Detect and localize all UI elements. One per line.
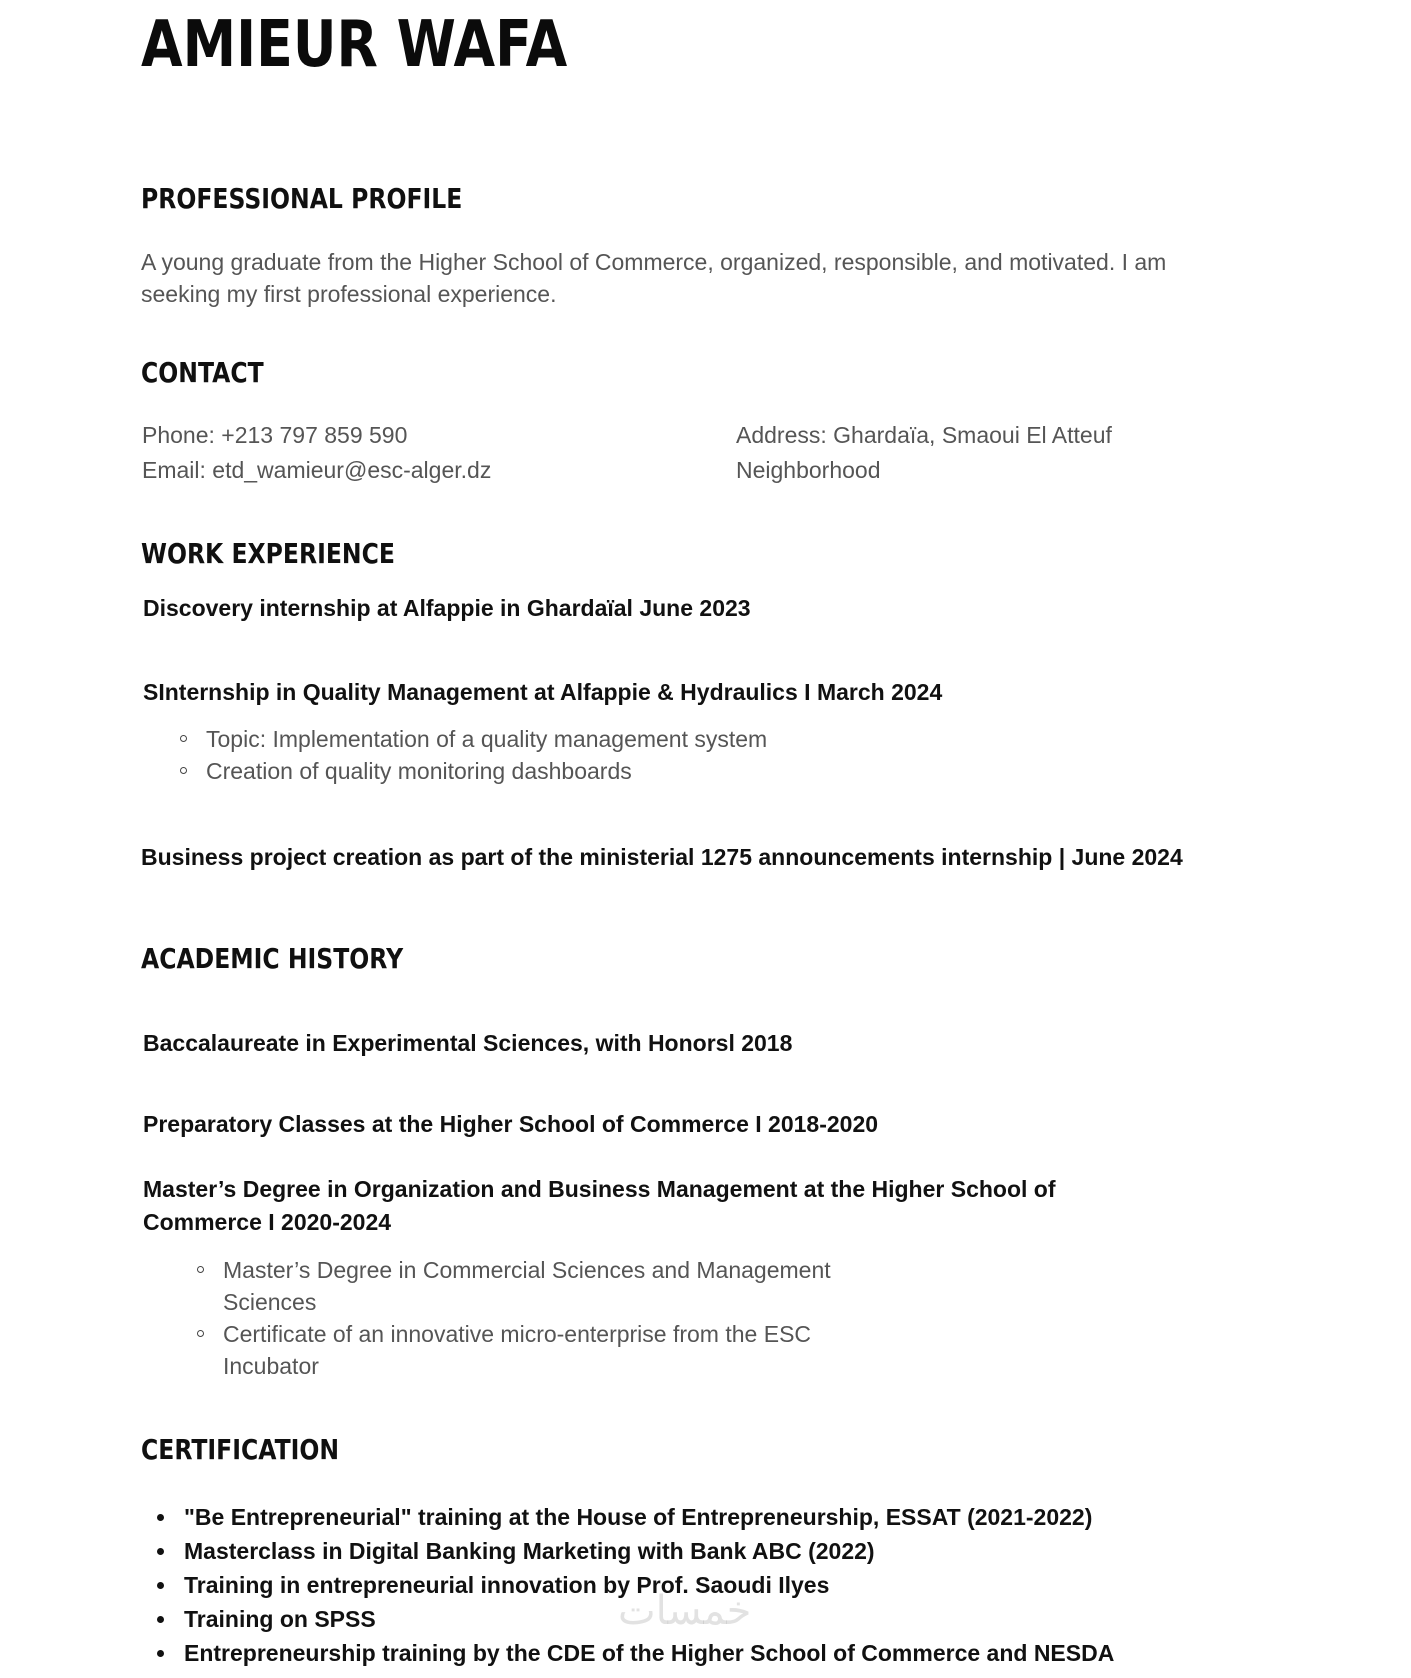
- profile-line-1: A young graduate from the Higher School of Commerce, organized, responsible, and motivated. I am: [141, 249, 1167, 275]
- bullet-icon: [157, 1514, 164, 1521]
- list-item: [206, 723, 767, 755]
- cert-text: "Be Entrepreneurial" training at the House of Entrepreneurship, ESSAT (2021-2022): [184, 1504, 1093, 1530]
- list-item: [223, 1318, 831, 1382]
- academic-master-details: [223, 1254, 831, 1382]
- master-line-1: Master’s Degree in Organization and Business Management at the Higher School of: [143, 1176, 1056, 1202]
- academic-entry-prep: Preparatory Classes at the Higher School of Commerce I 2018-2020: [143, 1111, 879, 1137]
- detail-text-cont: Sciences: [223, 1289, 317, 1315]
- circle-bullet-icon: [197, 1266, 204, 1273]
- circle-bullet-icon: [197, 1330, 204, 1337]
- academic-entry-master: [143, 1173, 1056, 1239]
- circle-bullet-icon: [180, 767, 187, 774]
- contact-address: Address: Ghardaïa, Smaoui El Atteuf: [736, 422, 1112, 448]
- master-line-2: Commerce I 2020-2024: [143, 1209, 392, 1235]
- bullet-icon: [157, 1548, 164, 1555]
- cert-text: Masterclass in Digital Banking Marketing with Bank ABC (2022): [184, 1538, 875, 1564]
- profile-heading: PROFESSIONAL PROFILE: [141, 182, 463, 215]
- profile-line-2: seeking my first professional experience.: [141, 281, 557, 307]
- cert-text: Training in entrepreneurial innovation by Prof. Saoudi Ilyes: [184, 1572, 830, 1598]
- work-entry-business: Business project creation as part of the ministerial 1275 announcements internship | June 2024: [141, 844, 1183, 870]
- circle-bullet-icon: [180, 735, 187, 742]
- list-item: [155, 1636, 1114, 1670]
- cert-text: Training on SPSS: [184, 1606, 376, 1632]
- detail-text: Master’s Degree in Commercial Sciences and Management: [223, 1257, 831, 1283]
- cert-text: Entrepreneurship training by the CDE of the Higher School of Commerce and NESDA: [184, 1640, 1115, 1666]
- work-heading: WORK EXPERIENCE: [141, 537, 395, 570]
- watermark-logo: خمسات: [618, 1588, 752, 1634]
- detail-text: Creation of quality monitoring dashboards: [206, 758, 632, 784]
- detail-text: Certificate of an innovative micro-enterprise from the ESC: [223, 1321, 812, 1347]
- certification-heading: CERTIFICATION: [141, 1433, 340, 1466]
- list-item: [155, 1500, 1114, 1534]
- contact-heading: CONTACT: [141, 356, 264, 389]
- detail-text: Topic: Implementation of a quality management system: [206, 726, 768, 752]
- contact-address-cont: Neighborhood: [736, 457, 881, 483]
- bullet-icon: [157, 1582, 164, 1589]
- contact-email: Email: etd_wamieur@esc-alger.dz: [142, 457, 492, 483]
- list-item: [206, 755, 767, 787]
- work-quality-details: [206, 723, 767, 787]
- contact-left: [142, 418, 491, 488]
- resume-name: AMIEUR WAFA: [141, 8, 568, 82]
- work-entry-quality: SInternship in Quality Management at Alfappie & Hydraulics I March 2024: [143, 679, 943, 705]
- detail-text-cont: Incubator: [223, 1353, 319, 1379]
- bullet-icon: [157, 1616, 164, 1623]
- contact-right: [736, 418, 1112, 488]
- profile-summary: [141, 246, 1166, 310]
- bullet-icon: [157, 1650, 164, 1657]
- academic-entry-bac: Baccalaureate in Experimental Sciences, with Honorsl 2018: [143, 1030, 793, 1056]
- work-entry-discovery: Discovery internship at Alfappie in Ghardaïal June 2023: [143, 595, 751, 621]
- academic-heading: ACADEMIC HISTORY: [141, 942, 404, 975]
- list-item: [155, 1534, 1114, 1568]
- list-item: [223, 1254, 831, 1318]
- certification-list: [155, 1500, 1114, 1670]
- contact-phone: Phone: +213 797 859 590: [142, 422, 408, 448]
